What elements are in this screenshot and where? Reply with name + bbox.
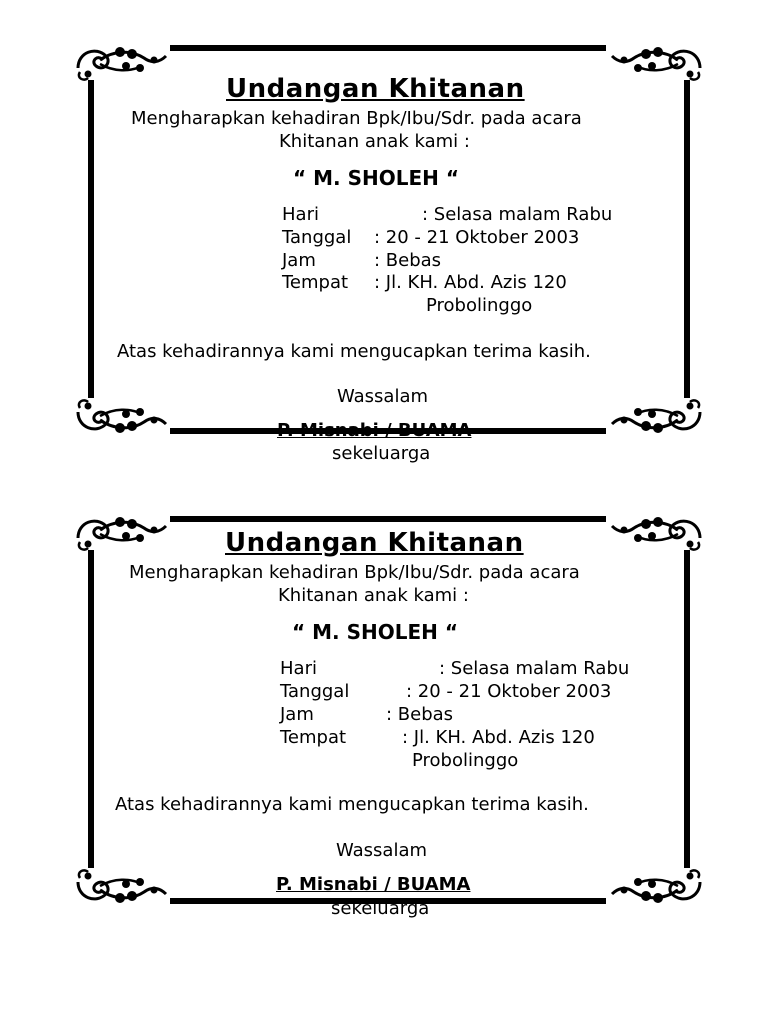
- frame-right-border: [684, 80, 690, 398]
- corner-ornament-icon: [608, 398, 708, 442]
- invitation-title: Undangan Khitanan: [225, 528, 524, 558]
- closing-text: Wassalam: [337, 386, 429, 407]
- thanks-text: Atas kehadirannya kami mengucapkan terima kasih.: [115, 794, 589, 815]
- signature: P. Misnabi / BUAMA: [276, 874, 471, 895]
- corner-ornament-icon: [70, 38, 170, 82]
- invitation-title: Undangan Khitanan: [226, 74, 525, 104]
- detail-label: Tempat: [282, 272, 349, 293]
- detail-value: : Jl. KH. Abd. Azis 120: [374, 272, 567, 293]
- corner-ornament-icon: [608, 508, 708, 552]
- signature-family: sekeluarga: [331, 898, 430, 919]
- frame-top-border: [170, 516, 606, 522]
- detail-value: : Bebas: [386, 704, 454, 725]
- detail-value-continued: Probolinggo: [412, 750, 519, 771]
- corner-ornament-icon: [70, 398, 170, 442]
- invitation-card: [0, 0, 768, 464]
- detail-label: Tanggal: [280, 681, 350, 702]
- frame-left-border: [88, 550, 94, 868]
- detail-label: Jam: [282, 250, 316, 271]
- child-name: “ M. SHOLEH “: [292, 620, 458, 644]
- detail-value: : Selasa malam Rabu: [422, 204, 613, 225]
- frame-right-border: [684, 550, 690, 868]
- detail-value: : 20 - 21 Oktober 2003: [406, 681, 612, 702]
- intro-text: Khitanan anak kami :: [278, 585, 469, 606]
- thanks-text: Atas kehadirannya kami mengucapkan terima kasih.: [117, 341, 591, 362]
- detail-label: Hari: [280, 658, 317, 679]
- detail-value: : Selasa malam Rabu: [439, 658, 630, 679]
- signature-family: sekeluarga: [332, 443, 431, 464]
- intro-text: Mengharapkan kehadiran Bpk/Ibu/Sdr. pada acara: [131, 108, 582, 129]
- detail-value: : 20 - 21 Oktober 2003: [374, 227, 580, 248]
- frame-top-border: [170, 45, 606, 51]
- detail-label: Jam: [280, 704, 314, 725]
- signature: P. Misnabi / BUAMA: [277, 420, 472, 441]
- invitation-card: [0, 470, 768, 919]
- corner-ornament-icon: [70, 868, 170, 912]
- detail-label: Hari: [282, 204, 319, 225]
- closing-text: Wassalam: [336, 840, 428, 861]
- corner-ornament-icon: [70, 508, 170, 552]
- detail-label: Tanggal: [282, 227, 352, 248]
- corner-ornament-icon: [608, 38, 708, 82]
- detail-label: Tempat: [280, 727, 347, 748]
- detail-value: : Jl. KH. Abd. Azis 120: [402, 727, 595, 748]
- frame-left-border: [88, 80, 94, 398]
- corner-ornament-icon: [608, 868, 708, 912]
- intro-text: Khitanan anak kami :: [279, 131, 470, 152]
- child-name: “ M. SHOLEH “: [293, 166, 459, 190]
- detail-value: : Bebas: [374, 250, 442, 271]
- detail-value-continued: Probolinggo: [426, 295, 533, 316]
- intro-text: Mengharapkan kehadiran Bpk/Ibu/Sdr. pada acara: [129, 562, 580, 583]
